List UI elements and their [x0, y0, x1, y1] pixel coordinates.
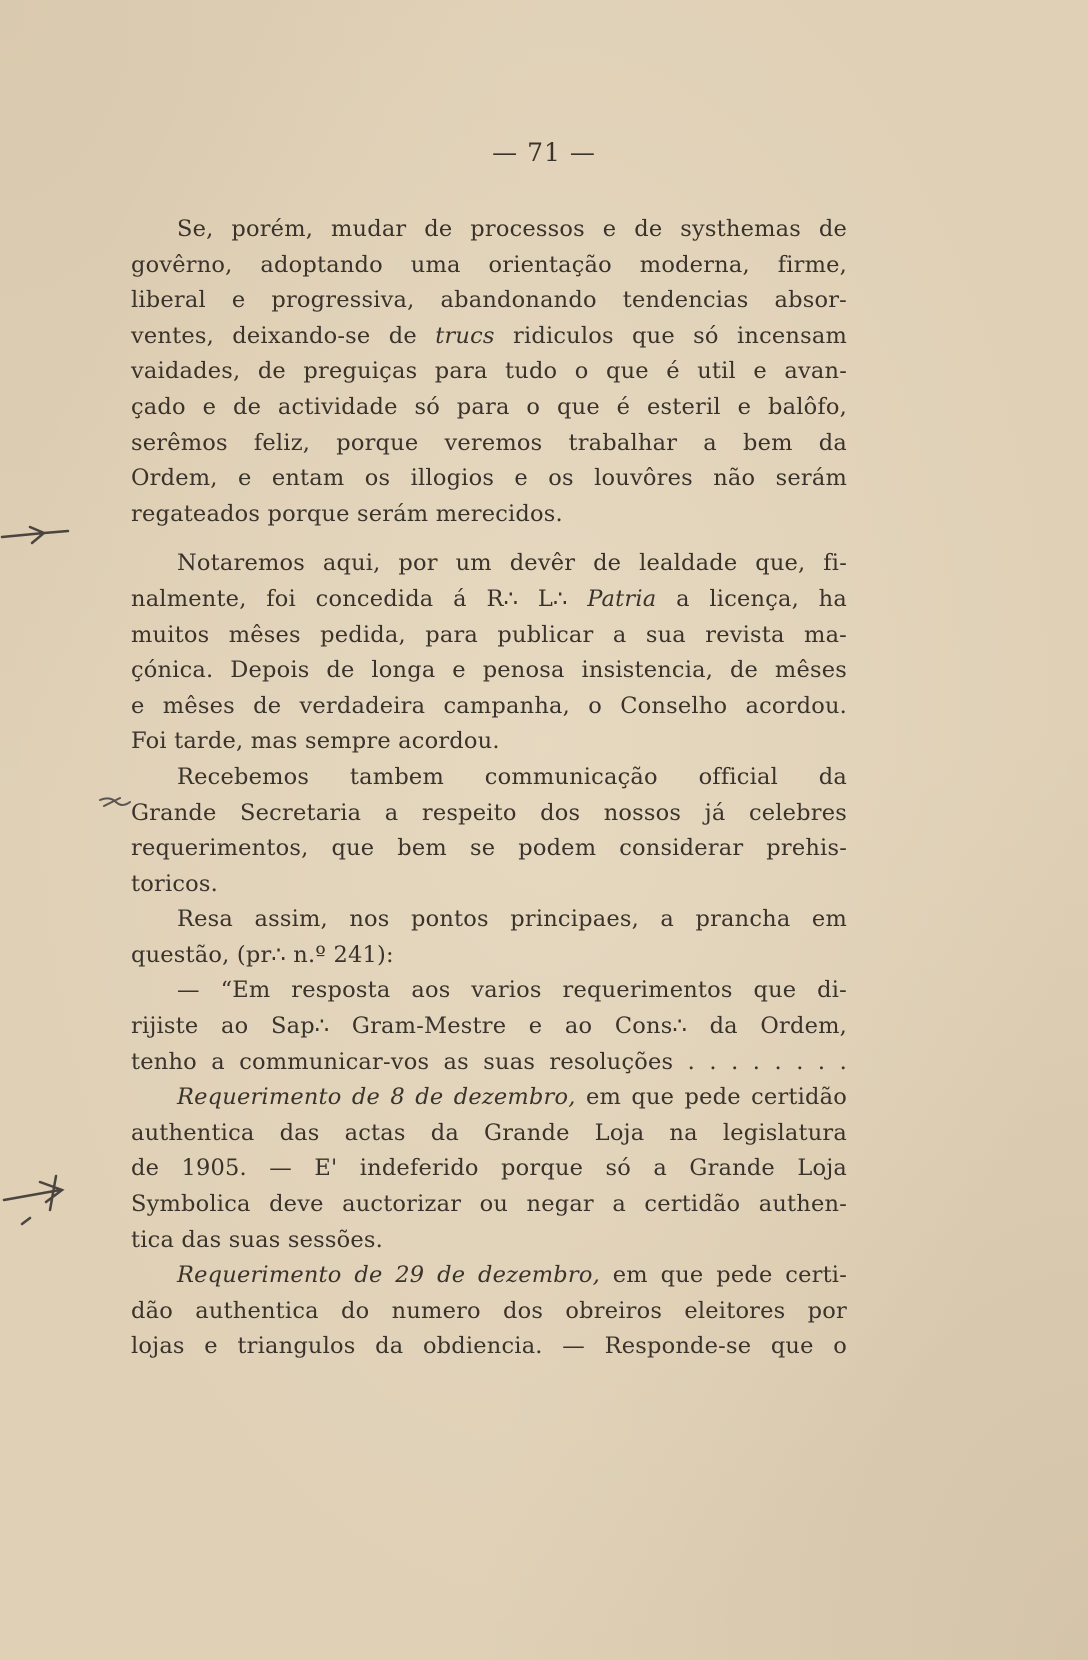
- text-line: de 1905. — E' indeferido porque só a Grande Loja: [131, 1155, 847, 1182]
- text-line: — “Em resposta aos varios requerimentos que di-: [177, 977, 847, 1004]
- text-line: muitos mêses pedida, para publicar a sua revista ma-: [131, 621, 847, 648]
- text-line: govêrno, adoptando uma orientação moderna, firme,: [131, 251, 847, 278]
- text-line: çado e de actividade só para o que é esteril e balôfo,: [131, 393, 847, 420]
- text-line: tenho a communicar-vos as suas resoluções . . . . . . . .: [131, 1048, 847, 1075]
- paragraph-1: [131, 212, 847, 532]
- text-line: vaidades, de preguiças para tudo o que é util e avan-: [131, 358, 847, 385]
- paragraph-6: [131, 1258, 847, 1365]
- paragraph-5: [131, 973, 847, 1258]
- text-line: authentica das actas da Grande Loja na legislatura: [131, 1119, 847, 1146]
- italic-phrase: Requerimento de 8 de dezembro,: [177, 1084, 576, 1111]
- italic-phrase: trucs: [435, 322, 495, 349]
- text-line: rijiste ao Sap∴ Gram-Mestre e ao Cons∴ da Ordem,: [131, 1013, 847, 1040]
- text-line: Ordem, e entam os illogios e os louvôres não serám: [131, 465, 847, 492]
- margin-pencil-mark-2: [98, 792, 134, 812]
- text-line: Grande Secretaria a respeito dos nossos já celebres: [131, 799, 847, 826]
- text-line: dão authentica do numero dos obreiros eleitores por: [131, 1297, 847, 1324]
- text-line: Notaremos aqui, por um devêr de lealdade que, fi-: [177, 550, 847, 577]
- italic-phrase: Patria: [587, 585, 657, 612]
- text-line: regateados porque serám merecidos.: [131, 500, 563, 527]
- text-line: tica das suas sessões.: [131, 1226, 383, 1253]
- text-line: toricos.: [131, 870, 218, 897]
- body-text: [131, 212, 847, 1365]
- page-number: — 71 —: [492, 138, 596, 167]
- text-line: Symbolica deve auctorizar ou negar a certidão authen-: [131, 1191, 847, 1218]
- text-line: requerimentos, que bem se podem considerar prehis-: [131, 835, 847, 862]
- paragraph-3: [131, 760, 847, 902]
- text-line: çónica. Depois de longa e penosa insistencia, de mêses: [131, 657, 847, 684]
- text-line: e mêses de verdadeira campanha, o Conselho acordou.: [131, 692, 847, 719]
- paragraph-2: [131, 546, 847, 760]
- text-line: Se, porém, mudar de processos e de systhemas de: [177, 216, 847, 242]
- italic-phrase: Requerimento de 29 de dezembro,: [177, 1262, 600, 1289]
- paragraph-4: [131, 902, 847, 973]
- text-line: nalmente, foi concedida á R∴ L∴ Patria a licença, ha: [131, 585, 847, 612]
- text-line: Requerimento de 29 de dezembro, em que pede certi-: [177, 1262, 848, 1289]
- text-line: lojas e triangulos da obdiencia. — Responde-se que o: [131, 1333, 847, 1360]
- text-line: serêmos feliz, porque veremos trabalhar a bem da: [131, 429, 847, 456]
- text-line: liberal e progressiva, abandonando tendencias absor-: [131, 287, 847, 314]
- text-line: questão, (pr∴ n.º 241):: [131, 941, 394, 968]
- text-line: ventes, deixando-se de trucs ridiculos que só incensam: [131, 322, 848, 349]
- text-line: Requerimento de 8 de dezembro, em que pede certidão: [177, 1084, 847, 1111]
- margin-arrow-mark-3: [0, 1160, 80, 1240]
- text-line: Resa assim, nos pontos principaes, a prancha em: [177, 906, 847, 933]
- margin-arrow-mark-1: [0, 523, 80, 553]
- text-line: Recebemos tambem communicação official da: [177, 763, 847, 790]
- text-line: Foi tarde, mas sempre acordou.: [131, 728, 500, 755]
